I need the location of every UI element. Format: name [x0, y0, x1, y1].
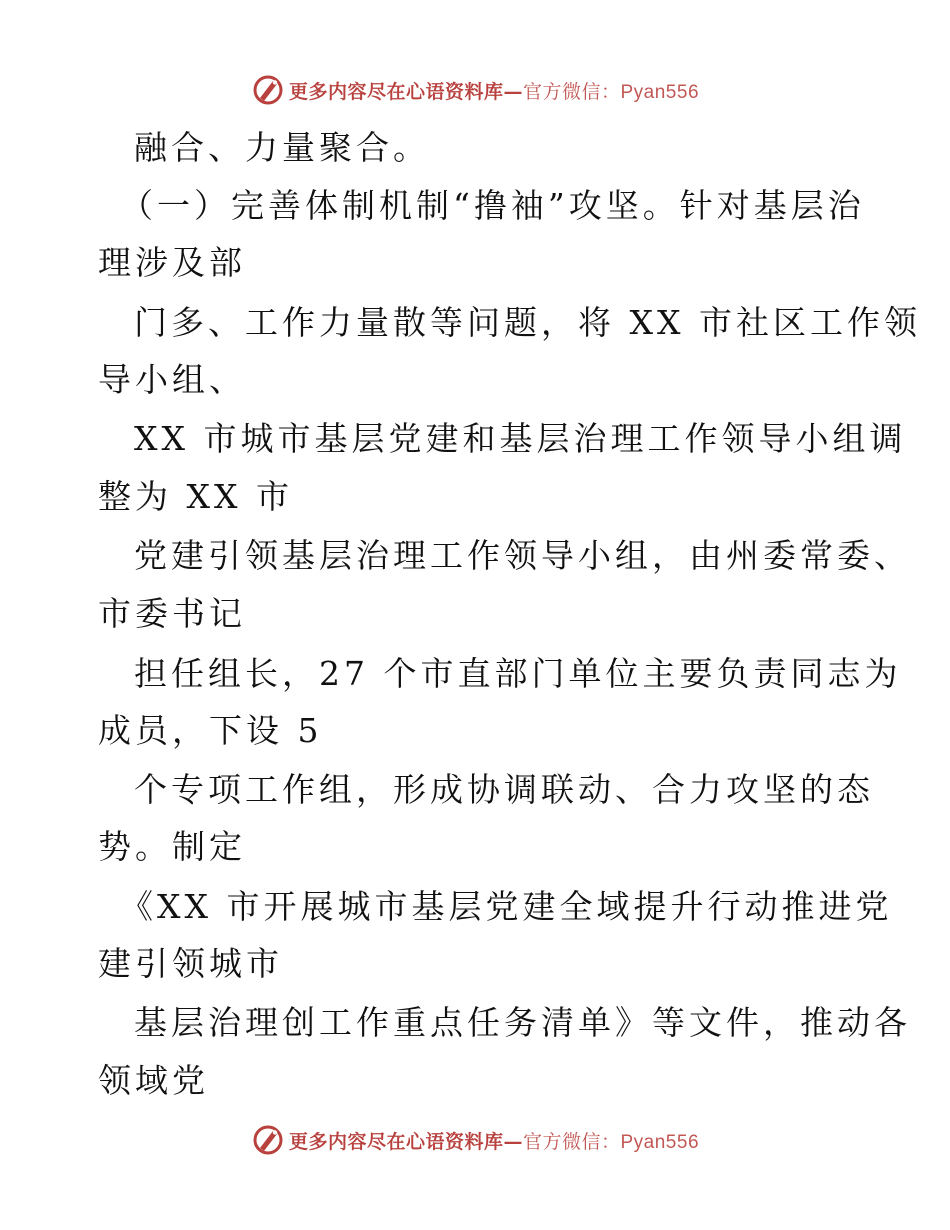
text-line: 融合、力量聚合。 — [134, 128, 430, 167]
text-line: 基层治理创工作重点任务清单》等文件，推动各 — [134, 1003, 911, 1042]
header-banner — [0, 70, 950, 110]
text-line: 整为 XX 市 — [98, 477, 293, 516]
footer-banner-text: 更多内容尽在心语资料库—官方微信：Pyan556 — [288, 1130, 700, 1153]
pen-circle-logo-icon — [251, 73, 285, 107]
text-line: 门多、工作力量散等问题，将 XX 市社区工作领 — [134, 303, 921, 342]
text-line: 理涉及部 — [98, 243, 246, 282]
text-line: 成员，下设 5 — [98, 711, 323, 750]
text-line: 市委书记 — [98, 594, 246, 633]
text-line: 导小组、 — [98, 360, 246, 399]
text-line: XX 市城市基层党建和基层治理工作领导小组调 — [134, 419, 907, 458]
text-line: 势。制定 — [98, 827, 246, 866]
footer-banner — [0, 1120, 950, 1160]
text-line: 《XX 市开展城市基层党建全域提升行动推进党 — [120, 887, 893, 926]
header-banner-text: 更多内容尽在心语资料库—官方微信：Pyan556 — [288, 80, 700, 103]
pen-circle-logo-icon — [251, 1123, 285, 1157]
text-line: 领域党 — [98, 1061, 209, 1100]
text-line: 担任组长，27 个市直部门单位主要负责同志为 — [134, 654, 902, 693]
text-line: （一）完善体制机制“撸袖”攻坚。针对基层治 — [120, 186, 865, 225]
text-line: 建引领城市 — [98, 944, 283, 983]
text-line: 党建引领基层治理工作领导小组，由州委常委、 — [134, 536, 911, 575]
text-line: 个专项工作组，形成协调联动、合力攻坚的态 — [134, 770, 874, 809]
